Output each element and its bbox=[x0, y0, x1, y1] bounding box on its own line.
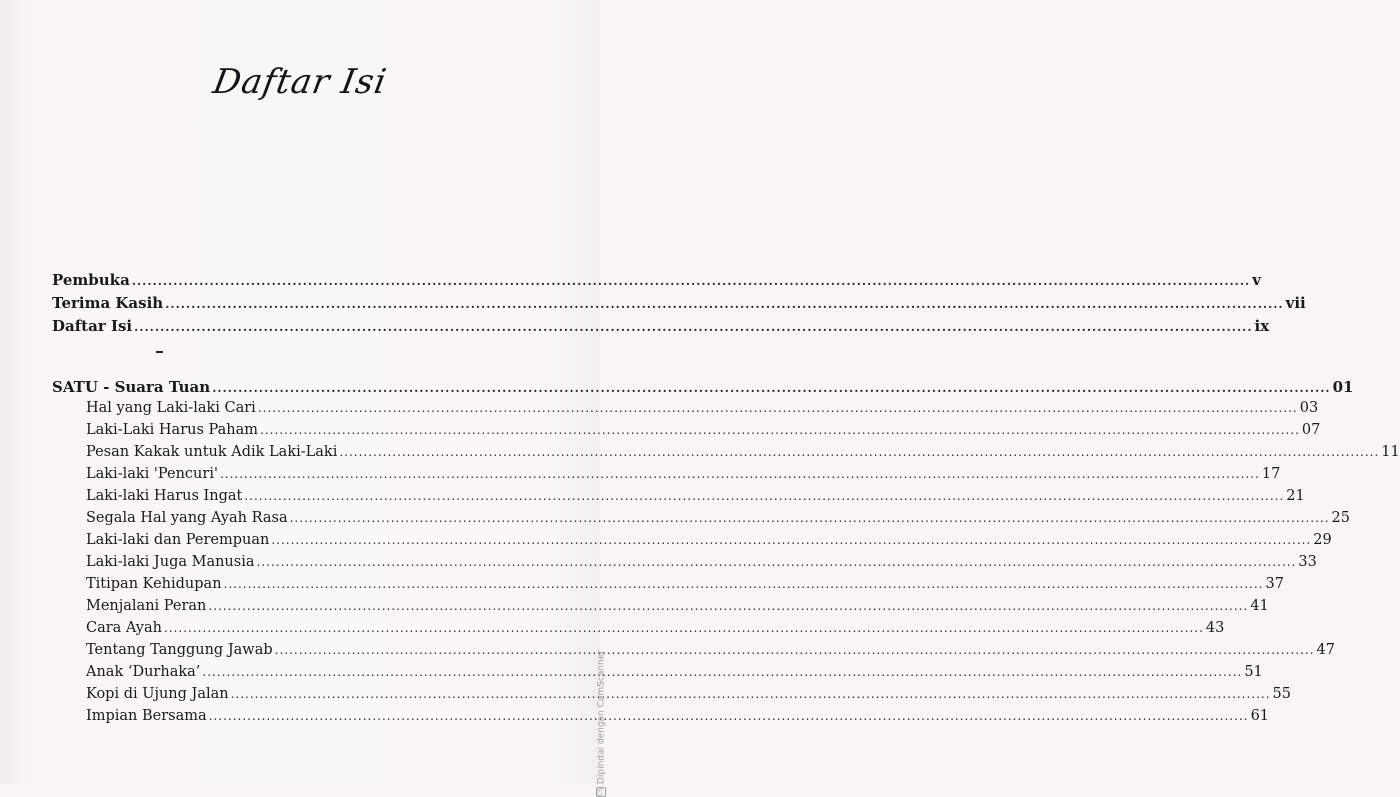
toc-entry-label: Daftar Isi bbox=[52, 317, 133, 335]
toc-leader-dots bbox=[244, 487, 1284, 505]
toc-entry bbox=[86, 597, 1269, 615]
toc-leader-dots bbox=[275, 641, 1315, 659]
toc-entry-label: Hal yang Laki-laki Cari bbox=[86, 400, 256, 416]
toc-entry bbox=[86, 509, 1350, 527]
toc-leader-dots bbox=[258, 399, 1298, 417]
toc-leader-dots bbox=[257, 553, 1297, 571]
toc-entry bbox=[86, 399, 1319, 417]
toc-entry bbox=[86, 575, 1284, 593]
toc-entry-page: 47 bbox=[1316, 642, 1335, 658]
toc-entry-page: 29 bbox=[1313, 532, 1332, 548]
toc-entry bbox=[86, 641, 1335, 659]
toc-entry-label: Cara Ayah bbox=[86, 620, 162, 636]
toc-leader-dots bbox=[231, 685, 1271, 703]
toc-front-item bbox=[52, 271, 1261, 290]
toc-entry-page: 07 bbox=[1301, 422, 1321, 438]
toc-chapter-heading bbox=[52, 378, 1354, 397]
stray-mark bbox=[156, 351, 163, 353]
toc-entry bbox=[86, 443, 1400, 461]
toc-leader-dots bbox=[271, 531, 1311, 549]
toc-entry-label: Laki-laki Harus Ingat bbox=[86, 488, 243, 504]
toc-entry-page: v bbox=[1252, 271, 1261, 289]
toc-entry-page: 43 bbox=[1205, 620, 1225, 636]
toc-entry bbox=[86, 707, 1270, 725]
toc-entry-label: Pesan Kakak untuk Adik Laki-Laki bbox=[86, 444, 338, 460]
toc-entry-page: 03 bbox=[1299, 400, 1319, 416]
toc-entry-page: 41 bbox=[1250, 598, 1269, 614]
toc-leader-dots bbox=[260, 421, 1300, 439]
toc-leader-dots bbox=[132, 272, 1250, 290]
toc-leader-dots bbox=[165, 295, 1283, 313]
toc-entry-label: Laki-laki Juga Manusia bbox=[86, 554, 255, 570]
toc-entry-page: 11 bbox=[1381, 444, 1400, 460]
toc-front-item bbox=[52, 294, 1306, 313]
toc-entry-page: ix bbox=[1254, 317, 1270, 335]
toc-entry-label: Segala Hal yang Ayah Rasa bbox=[86, 510, 288, 526]
toc-leader-dots bbox=[224, 575, 1264, 593]
toc-entry-label: Laki-Laki Harus Paham bbox=[86, 422, 258, 438]
toc-entry-page: 61 bbox=[1250, 708, 1270, 724]
toc-entry-label: Impian Bersama bbox=[86, 708, 207, 724]
camscanner-icon: CS bbox=[597, 788, 604, 797]
toc-entry-page: 21 bbox=[1286, 488, 1305, 504]
toc-leader-dots bbox=[134, 318, 1252, 336]
toc-entry bbox=[86, 685, 1291, 703]
toc-leader-dots bbox=[212, 379, 1330, 397]
watermark-text: Dipindai dengan CamScanner bbox=[596, 650, 607, 785]
toc-entry bbox=[86, 619, 1225, 637]
toc-entry-label: Kopi di Ujung Jalan bbox=[86, 686, 229, 702]
toc-entry bbox=[86, 465, 1281, 483]
toc-entry-label: Pembuka bbox=[52, 271, 130, 289]
toc-entry-label: Anak ‘Durhaka’ bbox=[86, 664, 201, 680]
toc-entry bbox=[86, 663, 1263, 681]
toc-entry-label: SATU - Suara Tuan bbox=[52, 378, 211, 396]
toc-entry-page: 25 bbox=[1331, 510, 1350, 526]
toc-front-item bbox=[52, 317, 1270, 336]
scanner-watermark bbox=[596, 650, 607, 797]
toc-entry bbox=[86, 553, 1317, 571]
toc-leader-dots bbox=[208, 597, 1248, 615]
toc-entry-label: Titipan Kehidupan bbox=[86, 576, 222, 592]
toc-leader-dots bbox=[164, 619, 1204, 637]
toc-entry-page: 55 bbox=[1272, 686, 1291, 702]
toc-entry-label: Tentang Tanggung Jawab bbox=[86, 642, 273, 658]
toc-entry-page: 17 bbox=[1261, 466, 1281, 482]
toc-entry-label: Laki-laki dan Perempuan bbox=[86, 532, 270, 548]
toc-leader-dots bbox=[290, 509, 1330, 527]
toc-entry-label: Laki-laki 'Pencuri' bbox=[86, 466, 218, 482]
toc-entry-label: Terima Kasih bbox=[52, 294, 164, 312]
toc-entry-page: 51 bbox=[1244, 664, 1263, 680]
toc-entry bbox=[86, 531, 1332, 549]
toc-entry bbox=[86, 421, 1321, 439]
toc-leader-dots bbox=[339, 443, 1379, 461]
toc-entry-page: vii bbox=[1285, 294, 1306, 312]
toc-entry-page: 37 bbox=[1265, 576, 1284, 592]
toc-leader-dots bbox=[220, 465, 1260, 483]
toc-entry-page: 01 bbox=[1332, 378, 1354, 396]
toc-leader-dots bbox=[209, 707, 1249, 725]
toc-entry bbox=[86, 487, 1305, 505]
toc-entry-page: 33 bbox=[1298, 554, 1317, 570]
toc-leader-dots bbox=[202, 663, 1242, 681]
page-title: Daftar Isi bbox=[210, 62, 390, 102]
toc-entry-label: Menjalani Peran bbox=[86, 598, 207, 614]
